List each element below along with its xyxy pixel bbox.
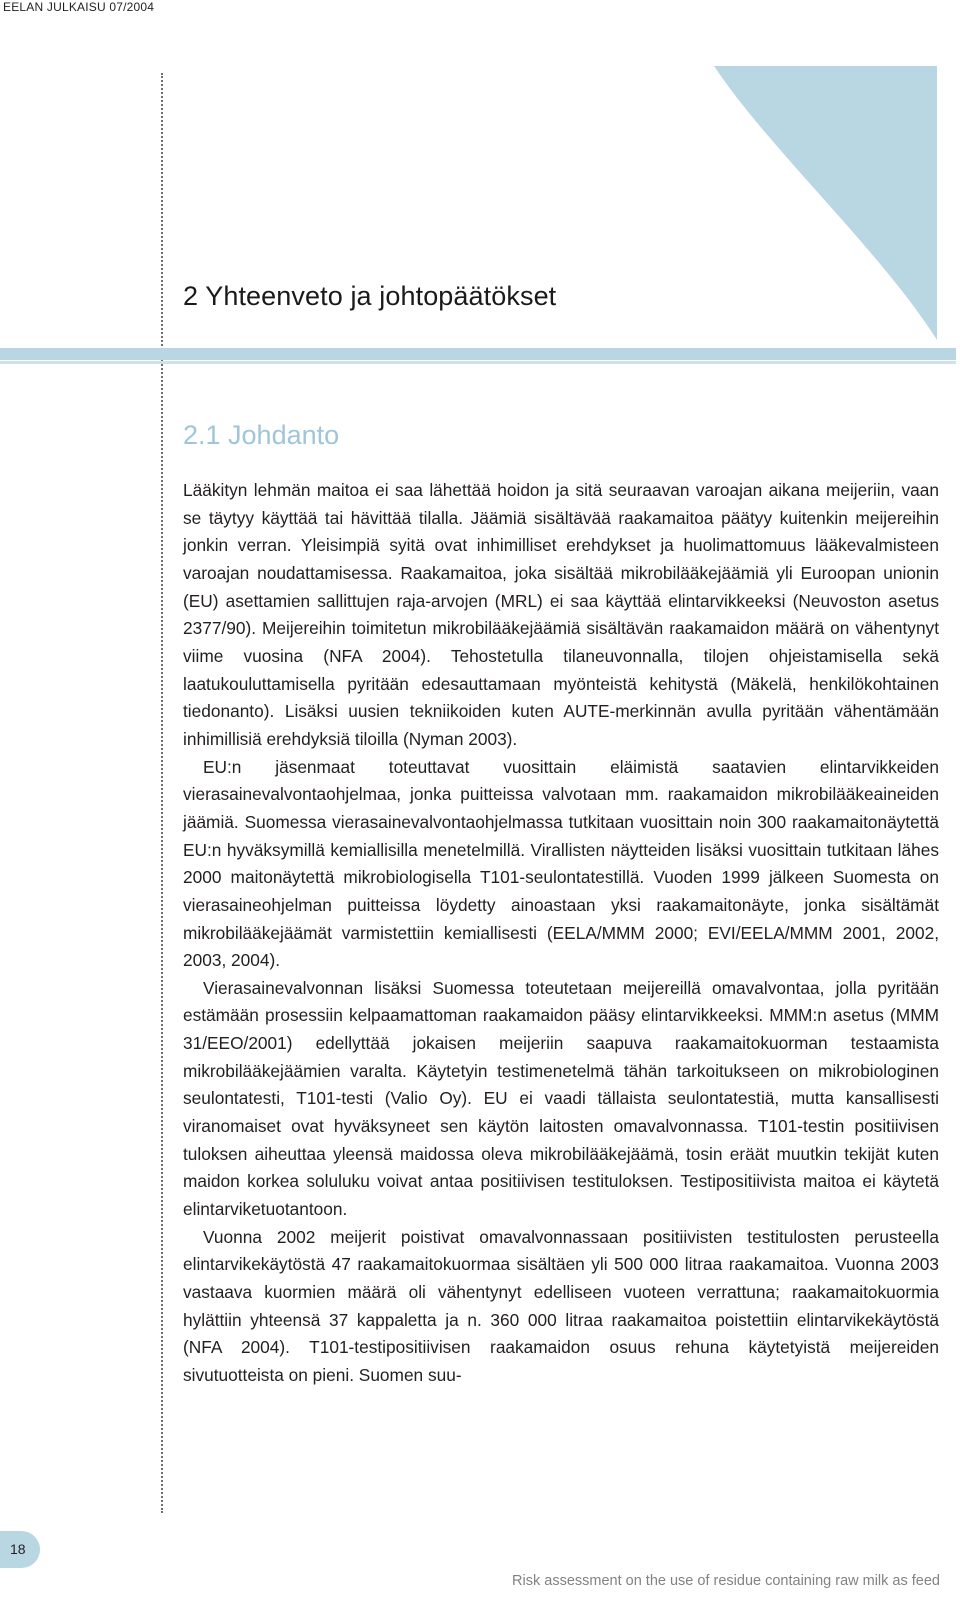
paragraph: Vuonna 2002 meijerit poistivat omavalvonnassaan positiivisten testitulosten perusteella elintarvikekäytöstä 47 raakamaitokuormaa sisältäen yli 500 000 litraa raakamaitoa. Vuonna 2003 vastaava kuormien määrä oli vähentynyt edelliseen vuoteen verrattuna; raakamaitokuormia hylättiin yhteensä 37 kappaletta ja n. 360 000 litraa raakamaitoa poistettiin elintarvikekäytöstä (NFA 2004). T101-testipositiivisen raakamaidon osuus rehuna käytetyistä meijereiden sivutuotteista on pieni. Suomen suu-	[183, 1226, 939, 1385]
chapter-bar-underline	[0, 361, 956, 364]
page-number: 18	[10, 1541, 26, 1557]
paragraph: Lääkityn lehmän maitoa ei saa lähettää hoidon ja sitä seuraavan varoajan aikana meijeriin, vaan se täytyy käyttää tai hävittää tilalla. Jäämiä sisältävää raakamaitoa päätyy kuitenkin meijereihin jonkin verran. Yleisimpiä syitä ovat inhimilliset erehdykset ja huolimattomuus lääkevalmisteen varoajan noudattamisessa. Raakamaitoa, joka sisältää mikrobilääkejäämiä yli Euroopan unionin (EU) asettamien sallittujen raja-arvojen (MRL) ei saa käyttää elintarvikkeeksi (Neuvoston asetus 2377/90). Meijereihin toimitetun mikrobilääkejäämiä sisältävän raakamaidon määrä on vähentynyt viime vuosina (NFA 2004). Tehostetulla tilaneuvonnalla, tilojen ohjeistamisella sekä laatukouluttamisella pyritään edesauttamaan myönteistä kehitystä (Mäkelä, henkilökohtainen tiedonanto). Lisäksi uusien tekniikoiden kuten AUTE-merkinnän avulla pyritään vähentämään inhimillisiä erehdyksiä tiloilla (Nyman 2003).	[183, 480, 939, 749]
margin-dotted-rule	[161, 73, 163, 1513]
paragraph: Vierasainevalvonnan lisäksi Suomessa toteutetaan meijereillä omavalvontaa, jolla pyritään estämään prosessiin kelpaamattoman raakamaidon pääsy elintarvikkeeksi. MMM:n asetus (MMM 31/EEO/2001) edellyttää jokaisen meijeriin saapuva raakamaitokuorman testaamista mikrobilääkejäämien varalta. Käytetyin testimenetelmä tähän tarkoitukseen on mikrobiologinen seulontatesti, T101-testi (Valio Oy). EU ei vaadi tällaista seulontatestiä, mutta kansallisesti viranomaiset ovat hyväksyneet sen käytön laitosten omavalvonnassa. T101-testin positiivisen tuloksen aiheuttaa yleensä maidossa oleva mikrobilääkejäämä, tosin eräät muutkin tekijät kuten maidon korkea soluluku voivat antaa positiivisen testituloksen. Testipositiivista maitoa ei käytetä elintarviketuotantoon.	[183, 977, 939, 1220]
chapter-bar	[0, 348, 956, 360]
section-title: 2.1 Johdanto	[183, 420, 340, 450]
chapter-title: 2 Yhteenveto ja johtopäätökset	[183, 281, 557, 311]
header-publication: EELAN JULKAISU 07/2004	[3, 0, 155, 14]
running-title: Risk assessment on the use of residue containing raw milk as feed	[512, 1573, 940, 1589]
paragraph: EU:n jäsenmaat toteuttavat vuosittain eläimistä saatavien elintarvikkeiden vierasainevalvontaohjelmaa, jonka puitteissa valvotaan mm. raakamaidon mikrobilääkeaineiden jäämiä. Suomessa vierasainevalvontaohjelmassa tutkitaan vuosittain noin 300 raakamaitonäytettä EU:n hyväksymillä kemiallisilla menetelmillä. Virallisten näytteiden lisäksi vuosittain tutkitaan lähes 2000 maitonäytettä mikrobiologisella T101-seulontatestillä. Vuoden 1999 jälkeen Suomesta on vierasaineohjelman puitteissa löydetty ainoastaan yksi raakamaitonäyte, jonka sisältämät mikrobilääkejäämät varmistettiin kemiallisesti (EELA/MMM 2000; EVI/EELA/MMM 2001, 2002, 2003, 2004).	[183, 756, 939, 971]
body-text	[183, 477, 939, 1390]
